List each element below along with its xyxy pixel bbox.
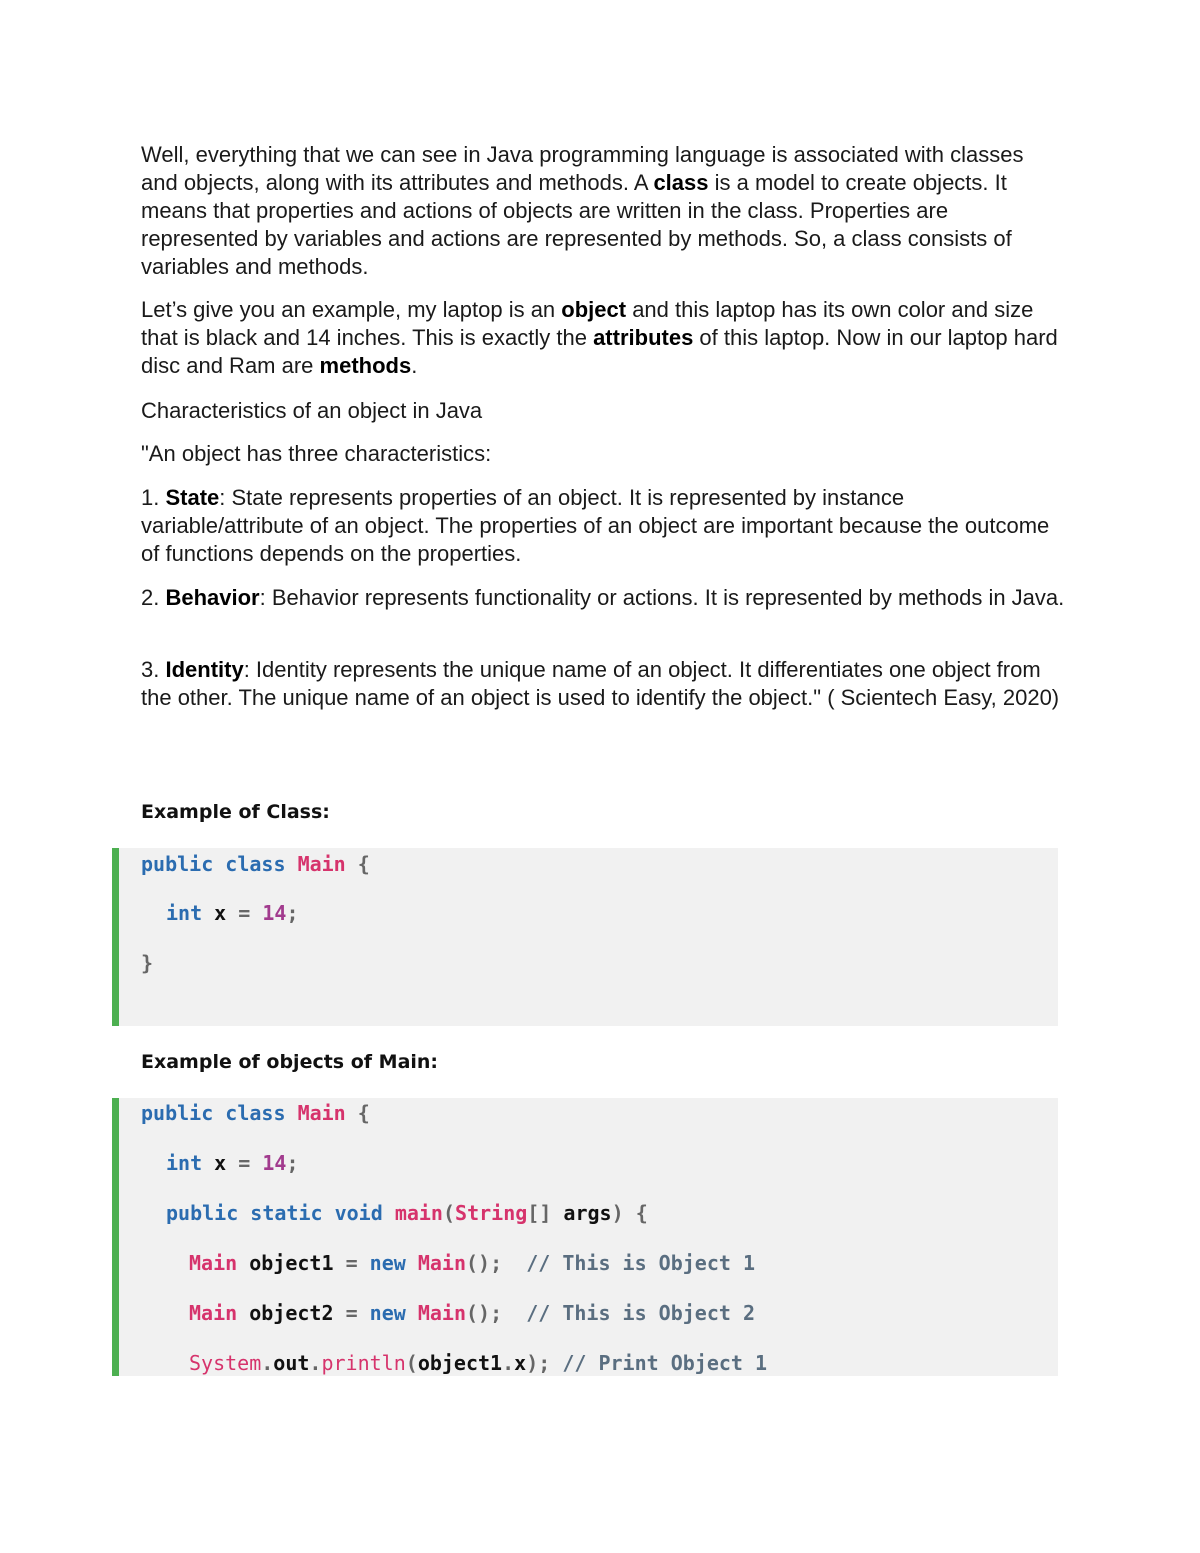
code-class-name: Main [417,1301,466,1325]
quote-intro: "An object has three characteristics: [141,441,492,466]
code-number: 14 [262,1151,287,1175]
code-keyword: new [369,1251,406,1275]
code-identifier: x [214,1151,227,1175]
code-keyword: int [166,1151,203,1175]
intro-text-2: is a model to create objects. It means that properties and actions of objects are written in the class. Properties are represented by variables and actions are represented by methods. So, a class consists of variables and methods. [141,170,1012,279]
code-line [166,1200,648,1226]
code-line [189,1350,767,1376]
code-block-class [112,848,1058,1026]
code-punct: . [261,1351,274,1375]
code-punct: [] [527,1201,552,1225]
item-number: 2. [141,585,166,610]
code-method-name: main [394,1201,443,1225]
code-punct: . [309,1351,322,1375]
item-term: Behavior [165,585,260,610]
intro-paragraph [141,141,1066,281]
code-punct: ( [405,1351,418,1375]
code-keyword: public [141,852,214,876]
code-punct: ; [286,901,299,925]
code-brace: { [635,1201,648,1225]
code-comment: // Print Object 1 [562,1351,768,1375]
example-text-3: of this laptop. Now in our laptop hard disc and Ram are [141,325,1058,378]
code-operator: = [238,901,251,925]
code-operator: = [345,1251,358,1275]
code-block-objects [112,1098,1058,1376]
code-number: 14 [262,901,287,925]
example-paragraph [141,296,1066,380]
item-number: 1. [141,485,166,510]
intro-text-1: Well, everything that we can see in Java programming language is associated with classes and objects, along with its attributes and methods. A [141,142,1024,195]
item-term: Identity [165,657,244,682]
code-line [189,1250,755,1276]
code-line [141,851,370,877]
characteristic-item-behavior [141,584,1066,612]
code-keyword: class [225,852,286,876]
characteristic-item-identity [141,656,1066,712]
code-identifier: x [514,1351,527,1375]
code-line [166,900,299,926]
code-class-name: System [189,1351,262,1375]
code-keyword: class [225,1101,286,1125]
code-keyword: static [250,1201,323,1225]
code-identifier: object1 [417,1351,503,1375]
code-keyword: int [166,901,203,925]
code-identifier: out [273,1351,310,1375]
example-text-4: . [411,353,418,378]
example-objects-heading: Example of objects of Main: [141,1051,439,1073]
code-line [141,950,153,976]
code-class-name: Main [189,1251,238,1275]
code-class-name: Main [297,852,346,876]
code-comment: // This is Object 1 [526,1251,755,1275]
item-text: : Behavior represents functionality or actions. It is represented by methods in Java. [259,585,1065,610]
code-class-name: Main [297,1101,346,1125]
code-punct: (); [466,1301,503,1325]
code-punct: (); [466,1251,503,1275]
code-method-name: println [321,1351,406,1375]
code-keyword: public [166,1201,239,1225]
code-punct: ) [611,1201,624,1225]
example-bold-methods: methods [319,353,412,378]
code-punct: ; [286,1151,299,1175]
code-class-name: Main [417,1251,466,1275]
example-text-2: and this laptop has its own color and size that is black and 14 inches. This is exactly the [141,297,1034,350]
code-operator: = [345,1301,358,1325]
code-class-name: Main [189,1301,238,1325]
item-number: 3. [141,657,166,682]
code-brace: { [357,1101,370,1125]
code-identifier: object2 [249,1301,334,1325]
item-text: : Identity represents the unique name of an object. It differentiates one object from the other. The unique name of an object is used to identify the object." ( Scientech Easy, 2020) [141,657,1060,710]
code-line [141,1100,370,1126]
code-punct: . [502,1351,515,1375]
example-class-heading: Example of Class: [141,801,330,823]
code-comment: // This is Object 2 [526,1301,755,1325]
example-bold-object: object [561,297,627,322]
characteristic-item-state [141,484,1066,568]
item-term: State [165,485,220,510]
code-identifier: x [214,901,227,925]
code-identifier: args [563,1201,612,1225]
code-punct: ( [442,1201,456,1225]
code-type: String [455,1201,528,1225]
characteristics-title: Characteristics of an object in Java [141,398,483,423]
item-text: : State represents properties of an object. It is represented by instance variable/attribute of an object. The properties of an object are important because the outcome of functions depends on the properties. [141,485,1050,566]
example-bold-attributes: attributes [593,325,694,350]
code-keyword: public [141,1101,214,1125]
code-line [189,1300,755,1326]
code-operator: = [238,1151,251,1175]
intro-bold-class: class [653,170,709,195]
code-brace: { [357,852,370,876]
code-keyword: void [334,1201,383,1225]
code-brace: } [141,951,154,975]
example-text-1: Let’s give you an example, my laptop is an [141,297,562,322]
code-line [166,1150,299,1176]
code-identifier: object1 [249,1251,334,1275]
code-punct: ); [526,1351,551,1375]
code-keyword: new [369,1301,406,1325]
